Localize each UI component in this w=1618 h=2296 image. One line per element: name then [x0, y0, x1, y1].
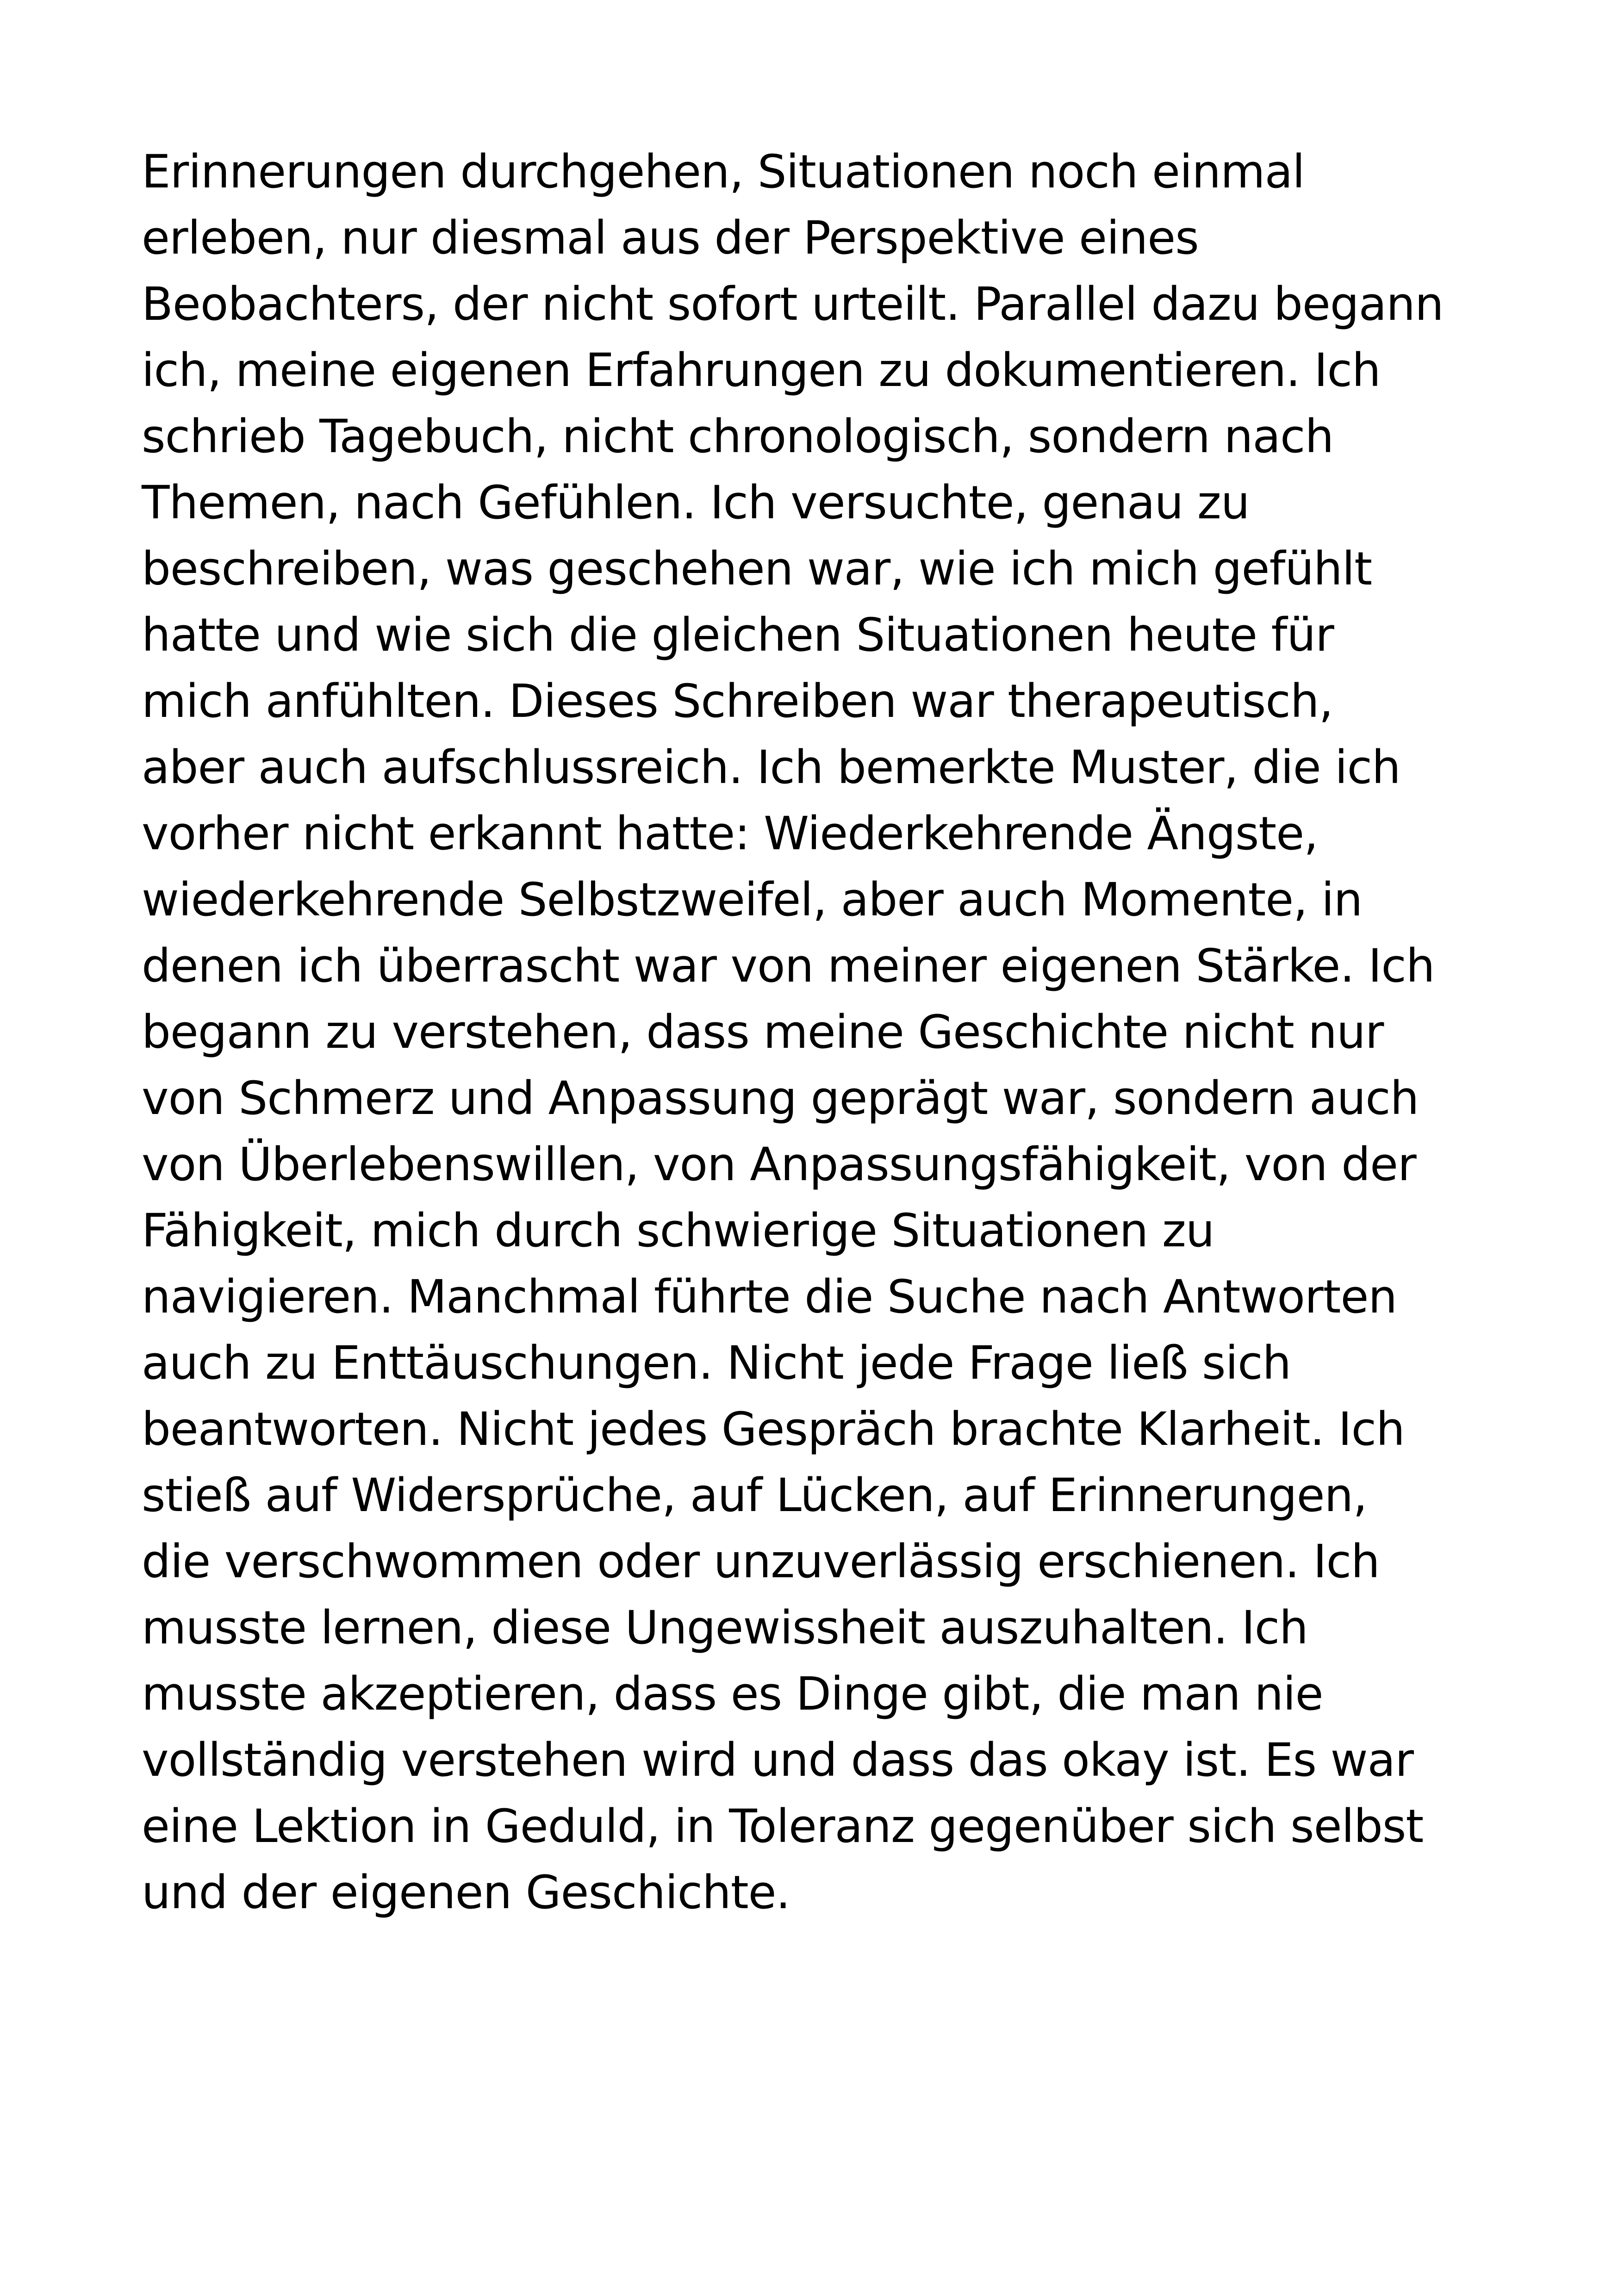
- text-line: und der eigenen Geschichte.: [142, 1866, 790, 1919]
- text-line: beantworten. Nicht jedes Gespräch brachte Klarheit. Ich: [142, 1403, 1405, 1456]
- body-text: [142, 139, 1576, 1926]
- text-line: von Überlebenswillen, von Anpassungsfähigkeit, von der: [142, 1138, 1416, 1191]
- text-line: musste akzeptieren, dass es Dinge gibt, die man nie: [142, 1668, 1323, 1721]
- text-line: Fähigkeit, mich durch schwierige Situationen zu: [142, 1204, 1214, 1257]
- text-line: wiederkehrende Selbstzweifel, aber auch Momente, in: [142, 873, 1363, 927]
- text-line: vorher nicht erkannt hatte: Wiederkehrende Ängste,: [142, 807, 1318, 860]
- text-line: von Schmerz und Anpassung geprägt war, sondern auch: [142, 1072, 1419, 1125]
- text-line: navigieren. Manchmal führte die Suche nach Antworten: [142, 1270, 1397, 1324]
- text-line: musste lernen, diese Ungewissheit auszuhalten. Ich: [142, 1601, 1308, 1655]
- text-line: vollständig verstehen wird und dass das okay ist. Es war: [142, 1734, 1413, 1787]
- text-line: auch zu Enttäuschungen. Nicht jede Frage ließ sich: [142, 1337, 1291, 1390]
- text-line: stieß auf Widersprüche, auf Lücken, auf Erinnerungen,: [142, 1469, 1367, 1522]
- text-line: erleben, nur diesmal aus der Perspektive eines: [142, 212, 1199, 265]
- text-line: schrieb Tagebuch, nicht chronologisch, sondern nach: [142, 410, 1334, 463]
- text-line: die verschwommen oder unzuverlässig erschienen. Ich: [142, 1535, 1380, 1588]
- text-line: aber auch aufschlussreich. Ich bemerkte Muster, die ich: [142, 741, 1400, 794]
- text-line: begann zu verstehen, dass meine Geschichte nicht nur: [142, 1006, 1384, 1059]
- text-line: hatte und wie sich die gleichen Situationen heute für: [142, 609, 1334, 662]
- text-line: Themen, nach Gefühlen. Ich versuchte, genau zu: [142, 476, 1250, 529]
- text-line: ich, meine eigenen Erfahrungen zu dokumentieren. Ich: [142, 344, 1381, 397]
- text-line: Erinnerungen durchgehen, Situationen noch einmal: [142, 145, 1305, 199]
- text-line: beschreiben, was geschehen war, wie ich mich gefühlt: [142, 542, 1372, 596]
- text-line: mich anfühlten. Dieses Schreiben war therapeutisch,: [142, 675, 1333, 728]
- text-line: Beobachters, der nicht sofort urteilt. Parallel dazu begann: [142, 278, 1444, 331]
- text-line: eine Lektion in Geduld, in Toleranz gegenüber sich selbst: [142, 1800, 1424, 1853]
- text-line: denen ich überrascht war von meiner eigenen Stärke. Ich: [142, 940, 1435, 993]
